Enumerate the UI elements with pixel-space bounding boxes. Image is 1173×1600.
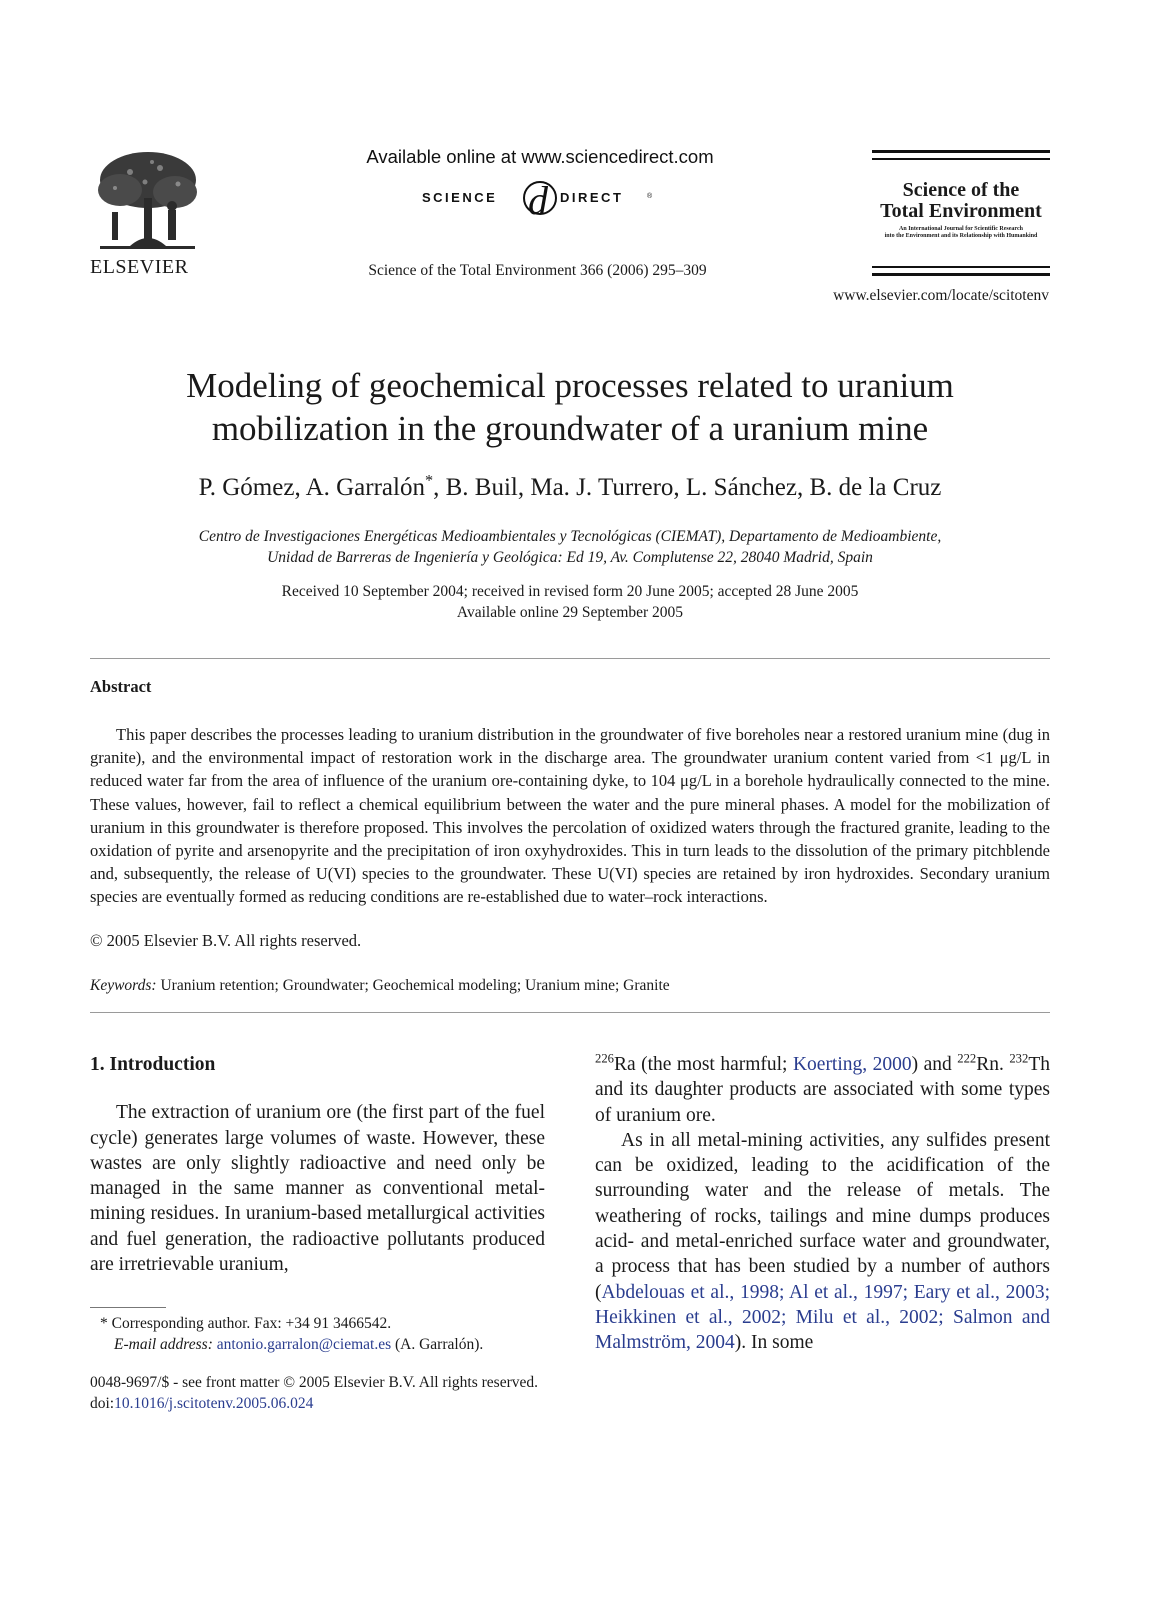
paper-title-line1: Modeling of geochemical processes related to uranium [186,366,954,405]
isotope-mass-ra: 226 [595,1051,614,1066]
affiliation-line2: Unidad de Barreras de Ingeniería y Geológica: Ed 19, Av. Complutense 22, 28040 Madrid, Spain [267,549,873,566]
abstract-paragraph: This paper describes the processes leading to uranium distribution in the groundwater of five boreholes near a restored uranium mine (dug in granite), and the environmental impact of restoration work in the discharge area. The groundwater uranium content varied from <1 μg/L in reduced water far from the area of influence of the uranium ore-containing dyke, to 104 μg/L in a borehole hydraulically connected to the mine. These values, however, fail to reflect a chemical equilibrium between the water and the pure mineral phases. A model for the mobilization of uranium in this groundwater is therefore proposed. This involves the percolation of oxidized waters through the fractured granite, leading to the oxidation of pyrite and arsenopyrite and the precipitation of iron oxyhydroxides. This in turn leads to the dissolution of the primary pitchblende and, subsequently, the release of U(VI) species to the groundwater. These U(VI) species are retained by iron hydroxides. Secondary uranium species are eventually formed as reducing conditions are re-established due to water–rock interactions. [90,725,1050,907]
sd-logo-mark: ® [647,193,653,200]
sd-logo-right: DIRECT [560,190,624,205]
citation-link[interactable]: Koerting, 2000 [792,1054,912,1075]
keywords-label: Keywords: [90,977,157,994]
email-link[interactable]: antonio.garralon@ciemat.es [216,1336,392,1353]
text-run: Ra (the most harmful; [613,1054,793,1075]
abstract-body [90,723,1050,909]
citation-link-group[interactable]: Abdelouas et al., 1998; Al et al., 1997; Eary et al., 2003; Heikkinen et al., 2002; Milu et al., 2002; Salmon and Malmström, 2004 [595,1281,1050,1354]
authors-part-b: , B. Buil, Ma. J. Turrero, L. Sánchez, B. de la Cruz [433,474,942,501]
available-online-date: Available online 29 September 2005 [456,604,684,621]
intro-paragraph-1: The extraction of uranium ore (the first part of the fuel cycle) generates large volumes of waste. However, these wastes are only slightly radioactive and need only be managed in the same manner as conventional metal-mining residues. In uranium-based metallurgical activities and fuel generation, the radioactive pollutants produced are irretrievable uranium, [90,1102,545,1276]
journal-reference: Science of the Total Environment 366 (2006) 295–309 [368,262,707,279]
column-left [90,1052,545,1277]
doi-link[interactable]: 10.1016/j.scitotenv.2005.06.024 [114,1395,314,1412]
abstract-copyright: © 2005 Elsevier B.V. All rights reserved. [90,931,362,950]
publisher-name: ELSEVIER [90,256,189,278]
footnote-email [100,1334,483,1355]
footnote-star: * [100,1315,108,1332]
text-run: ). In some [734,1332,814,1354]
isotope-mass-rn: 222 [957,1051,977,1066]
doi-line [90,1393,538,1414]
keywords-list: Uranium retention; Groundwater; Geochemical modeling; Uranium mine; Granite [160,977,670,994]
sd-logo-left: SCIENCE [422,190,498,205]
journal-subtitle-line1: An International Journal for Scientific Research [899,226,1023,232]
divider-bottom [90,1012,1050,1013]
divider-top [90,658,1050,659]
email-label: E-mail address: [114,1336,213,1353]
journal-subtitle-line2: into the Environment and its Relationship with Humankind [884,233,1038,239]
journal-masthead [872,150,1050,278]
paper-title-line2: mobilization in the groundwater of a uranium mine [211,409,929,448]
journal-url[interactable]: www.elsevier.com/locate/scitotenv [833,287,1049,304]
journal-title-line1: Science of the [902,179,1020,201]
text-run: ) and [911,1054,958,1075]
sd-logo-middle: d [528,178,548,223]
issn-block [90,1372,538,1414]
received-dates: Received 10 September 2004; received in revised form 20 June 2005; accepted 28 June 2005 [281,583,859,600]
doi-label: doi: [90,1395,115,1412]
intro-paragraph-continued [595,1052,1050,1128]
abstract-heading: Abstract [90,677,152,696]
column-right [595,1052,1050,1356]
paper-title [90,364,1050,450]
section-heading-introduction: 1. Introduction [90,1054,216,1075]
author-list [90,471,1050,502]
corresponding-author-mark[interactable]: * [424,471,434,490]
journal-title-line2: Total Environment [880,200,1042,222]
text-run: Th and its daughter products are associated with some types of uranium ore. [595,1054,1050,1126]
intro-paragraph-2 [595,1128,1050,1356]
footnote-corresponding [100,1313,483,1334]
affiliation [90,526,1050,568]
affiliation-line1: Centro de Investigaciones Energéticas Medioambientales y Tecnológicas (CIEMAT), Departamento de Medioambiente, [198,528,942,545]
issn-line: 0048-9697/$ - see front matter © 2005 Elsevier B.V. All rights reserved. [90,1374,538,1391]
footnote-corresponding-text: Corresponding author. Fax: +34 91 3466542. [107,1315,392,1332]
sciencedirect-logo [420,176,660,224]
text-run: As in all metal-mining activities, any sulfides present can be oxidized, leading to the acidification of the surrounding water and the release of metals. The weathering of rocks, tailings and mine dumps produces acid- and metal-enriched surface water and groundwater, a process that has been studied by a number of authors ( [595,1129,1050,1303]
isotope-mass-th: 232 [1009,1051,1029,1066]
text-run: Rn. [976,1054,1010,1075]
authors-part-a: P. Gómez, A. Garralón [198,474,425,501]
keywords [90,977,670,995]
email-name: (A. Garralón). [391,1336,484,1353]
article-dates [90,581,1050,623]
footnote [100,1313,483,1355]
footnote-rule [90,1307,166,1308]
available-online-text[interactable]: Available online at www.sciencedirect.com [366,146,714,167]
